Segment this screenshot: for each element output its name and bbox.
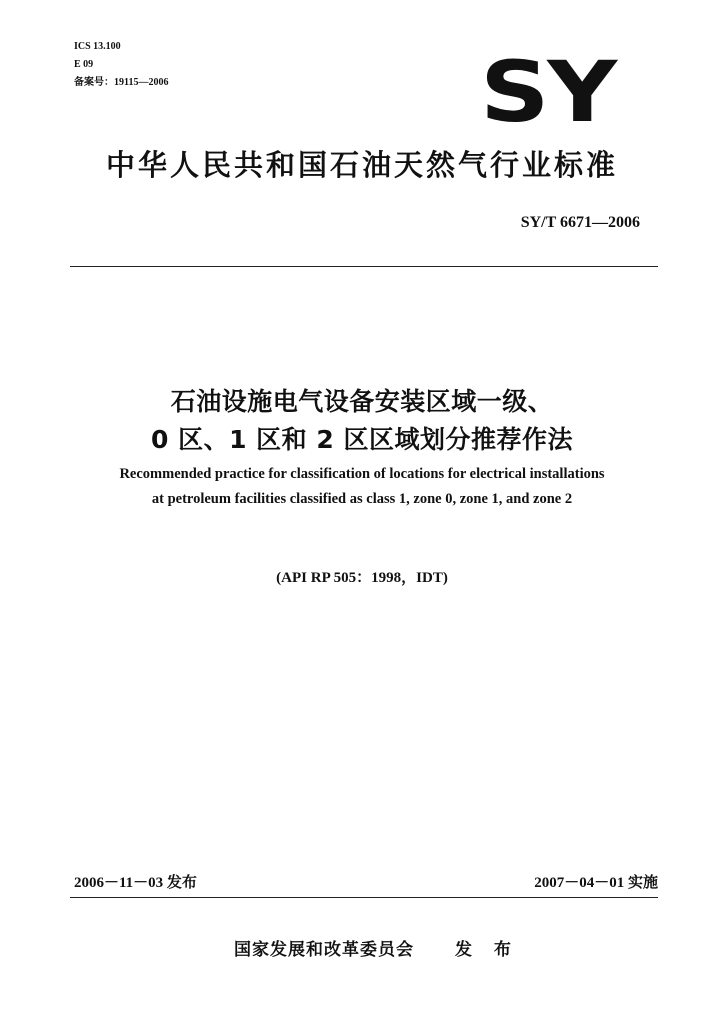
implementation-date: 2007－04－01 实施 [534, 875, 658, 891]
top-divider [70, 266, 658, 267]
sy-logo: SY [480, 43, 615, 141]
title-cn-line-2: 0 区、1 区和 2 区区域划分推荐作法 [150, 425, 573, 454]
issuer-action: 发 布 [455, 940, 519, 960]
equivalence-note: (API RP 505：1998，IDT) [276, 570, 448, 586]
standard-number: SY/T 6671—2006 [520, 214, 640, 231]
title-en-line-2: at petroleum facilities classified as class 1, zone 0, zone 1, and zone 2 [151, 491, 573, 507]
category-code: E 09 [74, 59, 94, 70]
ics-code: ICS 13.100 [74, 41, 121, 52]
title-cn-line-1: 石油设施电气设备安装区域一级、 [170, 387, 554, 416]
issuing-authority-heading: 中华人民共和国石油天然气行业标准 [105, 148, 618, 182]
issuer-name: 国家发展和改革委员会 [234, 940, 414, 960]
bottom-divider [70, 897, 658, 898]
record-number: 备案号：19115—2006 [74, 77, 169, 88]
issue-date: 2006－11－03 发布 [74, 875, 197, 891]
title-en-line-1: Recommended practice for classification of locations for electrical installations [119, 466, 605, 482]
